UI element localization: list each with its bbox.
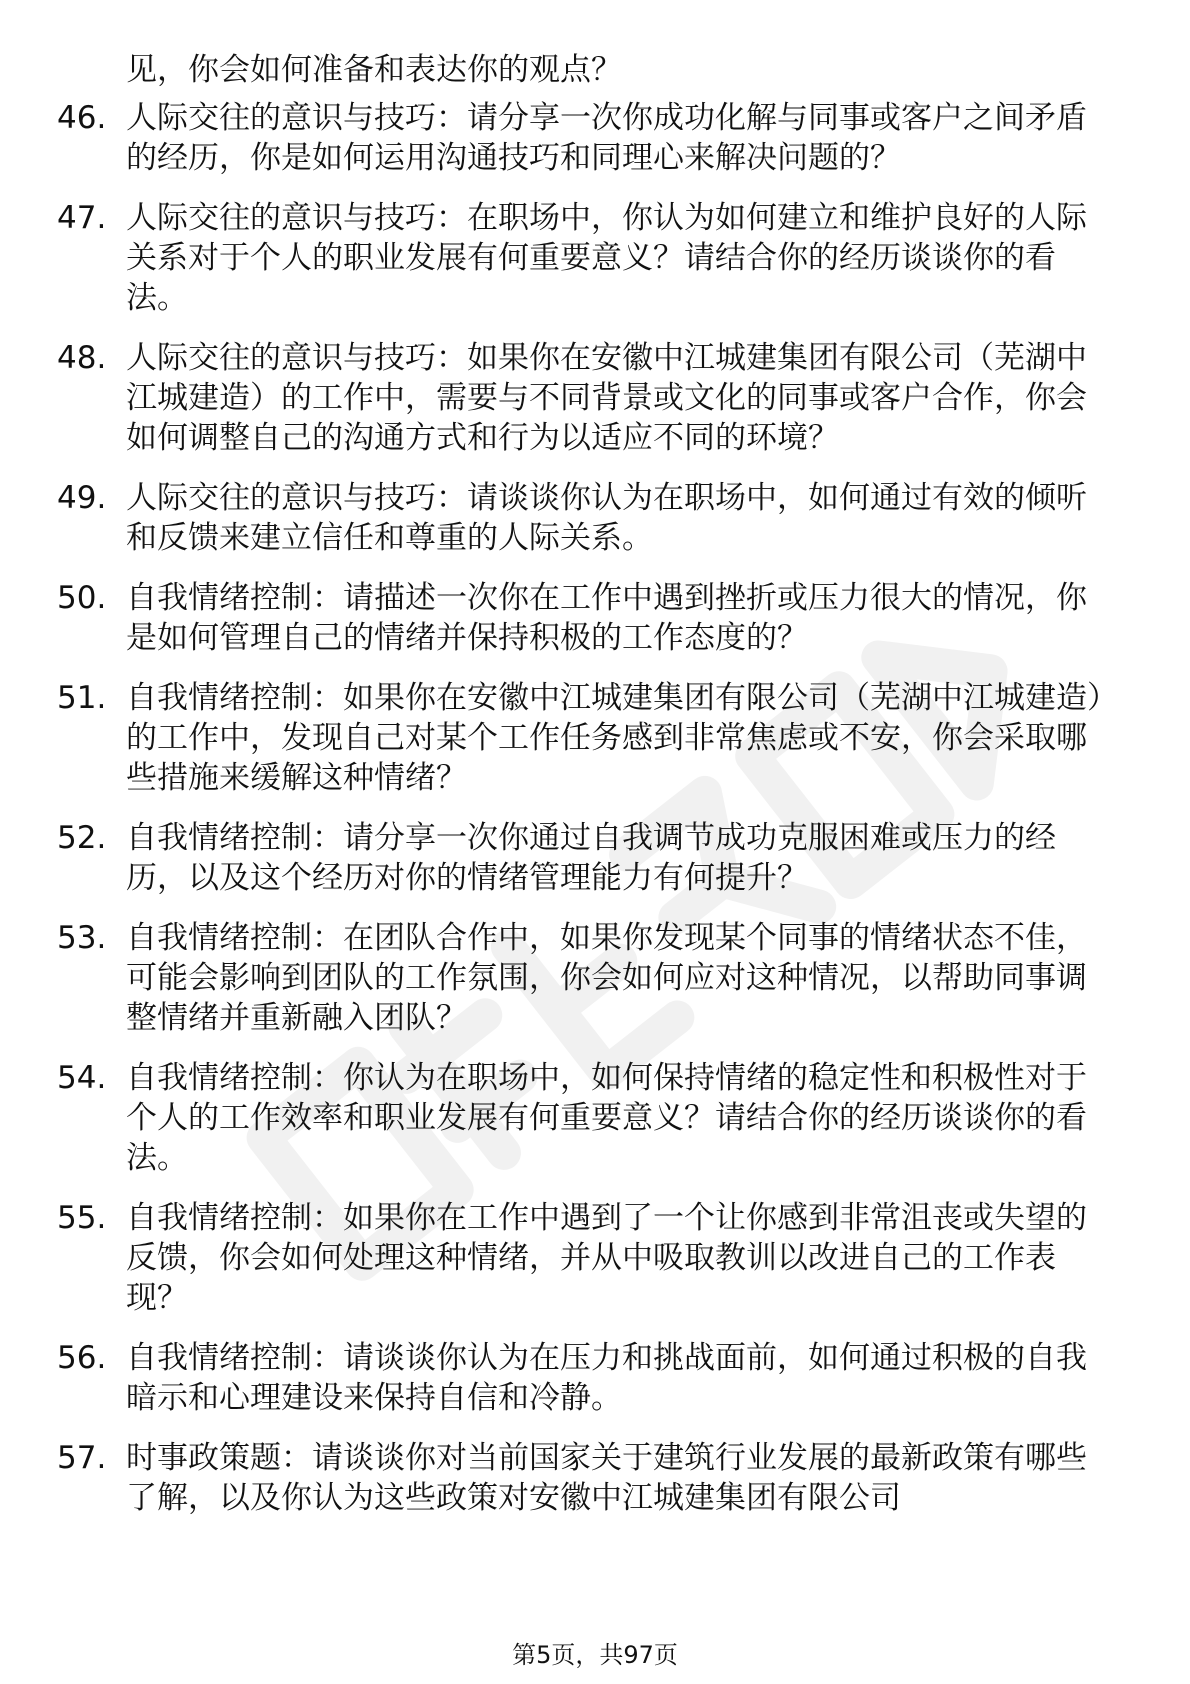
question-item <box>0 338 1190 458</box>
question-text: 时事政策题：请谈谈你对当前国家关于建筑行业发展的最新政策有哪些了解，以及你认为这些政策对安徽中江城建集团有限公司 <box>126 1440 1087 1516</box>
question-item <box>0 818 1190 898</box>
question-item <box>0 678 1190 798</box>
question-item <box>0 198 1190 318</box>
page-footer: 第5页，共97页 <box>512 1641 678 1669</box>
question-number: 54. <box>57 1060 107 1096</box>
continuation-text: 见，你会如何准备和表达你的观点？ <box>126 52 622 88</box>
question-item <box>0 1438 1190 1518</box>
question-item <box>0 1058 1190 1178</box>
question-text: 人际交往的意识与技巧：在职场中，你认为如何建立和维护良好的人际关系对于个人的职业发展有何重要意义？请结合你的经历谈谈你的看法。 <box>126 200 1087 316</box>
question-text: 自我情绪控制：请分享一次你通过自我调节成功克服困难或压力的经历，以及这个经历对你的情绪管理能力有何提升？ <box>126 820 1056 896</box>
question-number: 57. <box>57 1440 107 1476</box>
question-item <box>0 1198 1190 1318</box>
question-number: 55. <box>57 1200 107 1236</box>
question-text: 自我情绪控制：如果你在安徽中江城建集团有限公司（芜湖中江城建造）的工作中，发现自己对某个工作任务感到非常焦虑或不安，你会采取哪些措施来缓解这种情绪？ <box>126 680 1103 796</box>
question-text: 人际交往的意识与技巧：请谈谈你认为在职场中，如何通过有效的倾听和反馈来建立信任和尊重的人际关系。 <box>126 480 1087 556</box>
question-text: 自我情绪控制：你认为在职场中，如何保持情绪的稳定性和积极性对于个人的工作效率和职业发展有何重要意义？请结合你的经历谈谈你的看法。 <box>126 1060 1087 1176</box>
question-item <box>0 578 1190 658</box>
question-number: 48. <box>57 340 107 376</box>
question-number: 56. <box>57 1340 107 1376</box>
question-item <box>0 98 1190 178</box>
question-number: 52. <box>57 820 107 856</box>
question-number: 49. <box>57 480 107 516</box>
question-number: 46. <box>57 100 107 136</box>
question-text: 自我情绪控制：如果你在工作中遇到了一个让你感到非常沮丧或失望的反馈，你会如何处理这种情绪，并从中吸取教训以改进自己的工作表现？ <box>126 1200 1087 1316</box>
question-item <box>0 1338 1190 1418</box>
question-text: 自我情绪控制：在团队合作中，如果你发现某个同事的情绪状态不佳，可能会影响到团队的工作氛围，你会如何应对这种情况，以帮助同事调整情绪并重新融入团队？ <box>126 920 1087 1036</box>
question-number: 50. <box>57 580 107 616</box>
question-number: 47. <box>57 200 107 236</box>
question-text: 人际交往的意识与技巧：请分享一次你成功化解与同事或客户之间矛盾的经历，你是如何运用沟通技巧和同理心来解决问题的？ <box>126 100 1087 176</box>
question-text: 自我情绪控制：请描述一次你在工作中遇到挫折或压力很大的情况，你是如何管理自己的情绪并保持积极的工作态度的？ <box>126 580 1087 656</box>
question-item <box>0 478 1190 558</box>
question-number: 53. <box>57 920 107 956</box>
question-number: 51. <box>57 680 107 716</box>
question-text: 自我情绪控制：请谈谈你认为在压力和挑战面前，如何通过积极的自我暗示和心理建设来保持自信和冷静。 <box>126 1340 1087 1416</box>
question-item <box>0 918 1190 1038</box>
question-list <box>0 98 1190 1538</box>
question-text: 人际交往的意识与技巧：如果你在安徽中江城建集团有限公司（芜湖中江城建造）的工作中，需要与不同背景或文化的同事或客户合作，你会如何调整自己的沟通方式和行为以适应不同的环境？ <box>126 340 1087 456</box>
